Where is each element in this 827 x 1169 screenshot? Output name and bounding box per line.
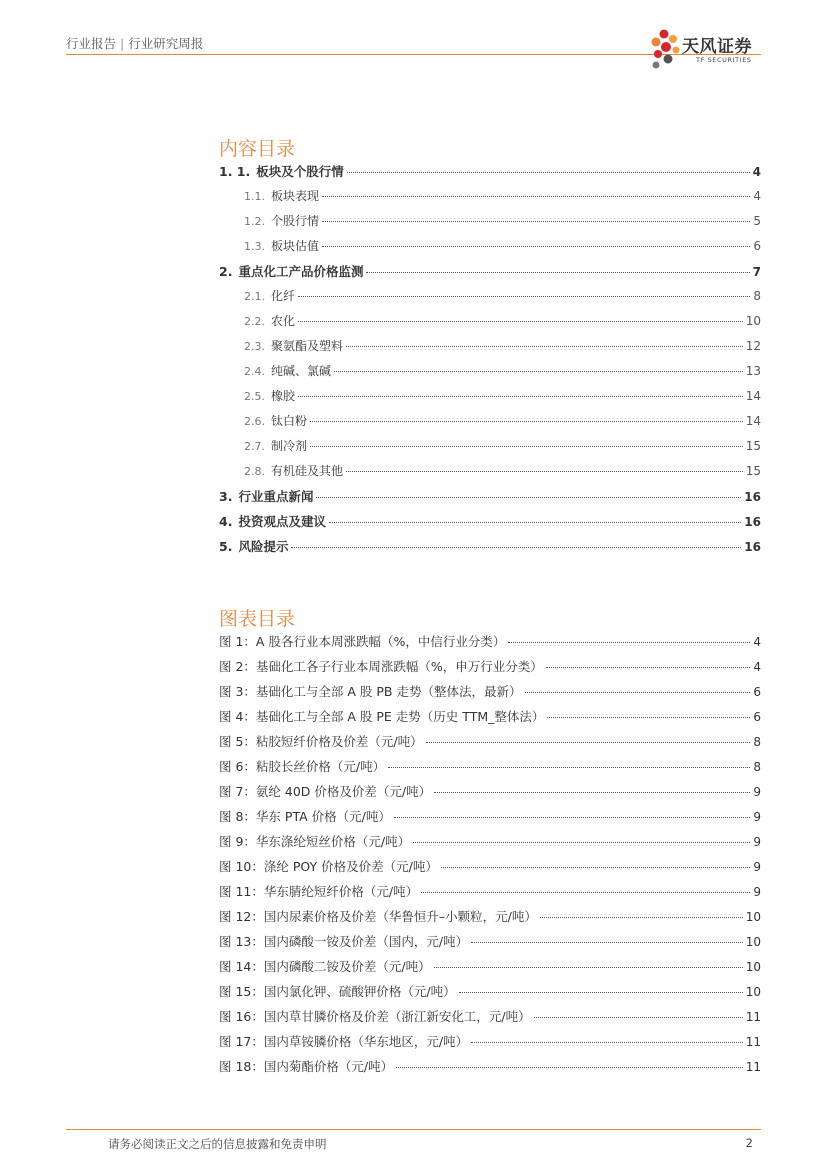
figure-entry-leader: [525, 692, 751, 693]
toc-entry-page: 12: [745, 339, 761, 353]
toc-entry[interactable]: [219, 237, 761, 262]
toc-entry-label: 制冷剂: [271, 439, 308, 453]
toc-entry-label: 农化: [271, 314, 296, 328]
toc-entry-label: 有机硅及其他: [271, 464, 344, 478]
figure-entry-page: 10: [745, 985, 761, 999]
toc-entry-page: 7: [752, 265, 761, 279]
figure-entry[interactable]: [219, 907, 761, 932]
toc-entry-label: 纯碱、氯碱: [271, 364, 332, 378]
figure-entry-leader: [388, 767, 750, 768]
figure-entry-leader: [434, 792, 750, 793]
figure-entry-label: 图 14：国内磷酸二铵及价差（元/吨）: [219, 959, 431, 974]
toc-entry-label: 板块及个股行情: [256, 164, 344, 179]
toc-entry-number: 1.2.: [244, 215, 265, 228]
figure-entry-label: 图 16：国内草甘膦价格及价差（浙江新安化工，元/吨）: [219, 1009, 531, 1024]
toc-entry-page: 14: [745, 389, 761, 403]
toc-entry-label: 个股行情: [271, 214, 320, 228]
toc-entry-label: 钛白粉: [271, 414, 308, 428]
figure-entry-label: 图 17：国内草铵膦价格（华东地区，元/吨）: [219, 1034, 469, 1049]
figure-entry-leader: [413, 842, 750, 843]
figure-entry[interactable]: [219, 957, 761, 982]
figure-entry-page: 9: [753, 835, 761, 849]
figure-entry-label: 图 3：基础化工与全部 A 股 PB 走势（整体法，最新）: [219, 684, 522, 699]
page-number: 2: [745, 1136, 753, 1150]
toc-entry-leader: [298, 321, 743, 322]
toc-entry-page: 4: [752, 165, 761, 179]
report-header: [66, 34, 203, 52]
toc-entry-leader: [298, 296, 750, 297]
figure-entry-leader: [459, 992, 743, 993]
toc-entry-number: 1. 1.: [219, 164, 251, 179]
toc-entry-number: 5.: [219, 539, 233, 554]
figure-entry-leader: [394, 817, 751, 818]
toc-entry[interactable]: [219, 387, 761, 412]
toc-entry-label: 行业重点新闻: [238, 489, 314, 504]
toc-entry-number: 2.: [219, 264, 233, 279]
toc-entry-leader: [347, 172, 750, 173]
toc-entry-page: 14: [745, 414, 761, 428]
toc-entry-number: 2.4.: [244, 365, 265, 378]
figure-entry-leader: [540, 917, 743, 918]
figure-entry[interactable]: [219, 857, 761, 882]
toc-entry[interactable]: [219, 187, 761, 212]
toc-entry-label: 板块表现: [271, 189, 320, 203]
logo-brand-name: 天风证券: [682, 37, 752, 57]
figure-entry-label: 图 15：国内氯化钾、硫酸钾价格（元/吨）: [219, 984, 456, 999]
toc-entry-label: 投资观点及建议: [238, 514, 326, 529]
figure-entry-leader: [426, 742, 751, 743]
figure-entry-label: 图 9：华东涤纶短丝价格（元/吨）: [219, 834, 411, 849]
figure-entry-page: 8: [753, 760, 761, 774]
toc-entry-page: 13: [745, 364, 761, 378]
figure-entry[interactable]: [219, 782, 761, 807]
toc-entry-label: 聚氨酯及塑料: [271, 339, 344, 353]
figure-entry-label: 图 6：粘胶长丝价格（元/吨）: [219, 759, 386, 774]
toc-entry-page: 5: [753, 214, 761, 228]
figure-entry-label: 图 7：氨纶 40D 价格及价差（元/吨）: [219, 784, 432, 799]
toc-entry[interactable]: [219, 362, 761, 387]
toc-entry[interactable]: [219, 462, 761, 487]
figure-entry[interactable]: [219, 732, 761, 757]
toc-entry[interactable]: [219, 312, 761, 337]
toc-entry-number: 2.3.: [244, 340, 265, 353]
toc-entry-page: 10: [745, 314, 761, 328]
figure-entry-leader: [471, 942, 743, 943]
figure-entry-leader: [396, 1067, 743, 1068]
figure-entry-label: 图 11：华东腈纶短纤价格（元/吨）: [219, 884, 419, 899]
figure-entry-leader: [546, 667, 751, 668]
toc-entry-label: 风险提示: [238, 539, 289, 554]
figure-entry-page: 9: [753, 860, 761, 874]
toc-entry-label: 化纤: [271, 289, 296, 303]
toc-entry-leader: [310, 446, 743, 447]
toc-entry-number: 2.1.: [244, 290, 265, 303]
toc-entry-number: 2.8.: [244, 465, 265, 478]
figure-entry-leader: [471, 1042, 743, 1043]
figure-entry[interactable]: [219, 632, 761, 657]
figure-entry[interactable]: [219, 1032, 761, 1057]
toc-entry-page: 4: [753, 189, 761, 203]
figure-entry[interactable]: [219, 832, 761, 857]
figure-entry-label: 图 2：基础化工各子行业本周涨跌幅（%，申万行业分类）: [219, 659, 543, 674]
toc-list: [219, 162, 761, 562]
logo-flower-icon: [648, 26, 684, 72]
figure-entry-page: 10: [745, 960, 761, 974]
figure-entry-label: 图 12：国内尿素价格及价差（华鲁恒升–小颗粒，元/吨）: [219, 909, 537, 924]
toc-entry[interactable]: [219, 487, 761, 512]
toc-entry-leader: [334, 371, 743, 372]
toc-entry-leader: [322, 246, 750, 247]
figure-entry-page: 6: [753, 685, 761, 699]
company-logo: [648, 26, 768, 74]
toc-entry-leader: [329, 522, 741, 523]
figure-entry[interactable]: [219, 982, 761, 1007]
figure-entry-page: 11: [745, 1035, 761, 1049]
figure-entry-page: 11: [745, 1010, 761, 1024]
toc-entry-number: 2.2.: [244, 315, 265, 328]
toc-entry[interactable]: [219, 212, 761, 237]
figure-entry[interactable]: [219, 707, 761, 732]
toc-entry-number: 2.7.: [244, 440, 265, 453]
figure-entry-page: 9: [753, 810, 761, 824]
toc-entry[interactable]: [219, 537, 761, 562]
figure-entry-leader: [434, 967, 743, 968]
figure-entry[interactable]: [219, 932, 761, 957]
figure-entry-page: 10: [745, 910, 761, 924]
figure-entry-label: 图 8：华东 PTA 价格（元/吨）: [219, 809, 391, 824]
figure-entry-page: 10: [745, 935, 761, 949]
toc-entry-leader: [291, 547, 741, 548]
toc-entry-number: 2.5.: [244, 390, 265, 403]
figure-entry[interactable]: [219, 1007, 761, 1032]
figure-entry[interactable]: [219, 682, 761, 707]
toc-entry-leader: [316, 497, 741, 498]
figure-list: [219, 632, 761, 1082]
figure-entry-page: 4: [753, 660, 761, 674]
figure-entry[interactable]: [219, 757, 761, 782]
figure-entry[interactable]: [219, 1057, 761, 1082]
footer-disclaimer: 请务必阅读正文之后的信息披露和免责申明: [108, 1137, 327, 1151]
figure-entry-page: 6: [753, 710, 761, 724]
toc-entry-page: 16: [744, 515, 761, 529]
toc-entry-number: 3.: [219, 489, 233, 504]
toc-entry-page: 16: [744, 540, 761, 554]
figure-entry-page: 11: [745, 1060, 761, 1074]
toc-entry-leader: [322, 196, 750, 197]
toc-entry-label: 橡胶: [271, 389, 296, 403]
toc-entry-number: 1.3.: [244, 240, 265, 253]
header-report-type: 行业研究周报: [128, 36, 204, 51]
header-category: 行业报告: [66, 36, 117, 51]
figure-entry-label: 图 10：涤纶 POY 价格及价差（元/吨）: [219, 859, 438, 874]
header-separator: |: [120, 36, 125, 51]
figure-entry-page: 9: [753, 885, 761, 899]
toc-entry-number: 1.1.: [244, 190, 265, 203]
toc-entry[interactable]: [219, 512, 761, 537]
toc-title: 内容目录: [219, 138, 296, 160]
toc-entry-label: 板块估值: [271, 239, 320, 253]
figure-entry-leader: [508, 642, 750, 643]
figure-entry[interactable]: [219, 807, 761, 832]
figure-entry[interactable]: [219, 882, 761, 907]
toc-entry-number: 4.: [219, 514, 233, 529]
toc-entry-page: 15: [745, 464, 761, 478]
toc-entry[interactable]: [219, 412, 761, 437]
figure-entry-label: 图 4：基础化工与全部 A 股 PE 走势（历史 TTM_整体法）: [219, 709, 545, 724]
figure-entry-leader: [421, 892, 750, 893]
figure-entry-label: 图 18：国内菊酯价格（元/吨）: [219, 1059, 394, 1074]
footer-divider: [66, 1129, 761, 1130]
toc-entry-leader: [346, 346, 743, 347]
toc-entry-leader: [366, 272, 749, 273]
toc-entry-page: 8: [753, 289, 761, 303]
toc-entry-leader: [346, 471, 743, 472]
figure-entry-leader: [534, 1017, 743, 1018]
figure-entry-page: 4: [753, 635, 761, 649]
toc-entry-page: 6: [753, 239, 761, 253]
figure-list-title: 图表目录: [219, 608, 296, 630]
figure-entry-page: 9: [753, 785, 761, 799]
toc-entry-number: 2.6.: [244, 415, 265, 428]
toc-entry[interactable]: [219, 337, 761, 362]
figure-entry-label: 图 1：A 股各行业本周涨跌幅（%，中信行业分类）: [219, 634, 506, 649]
logo-brand-sub: TF SECURITIES: [696, 56, 752, 64]
toc-entry[interactable]: [219, 287, 761, 312]
toc-entry[interactable]: [219, 437, 761, 462]
toc-entry[interactable]: [219, 262, 761, 287]
toc-entry-page: 15: [745, 439, 761, 453]
toc-entry-leader: [310, 421, 743, 422]
toc-entry[interactable]: [219, 162, 761, 187]
figure-entry[interactable]: [219, 657, 761, 682]
figure-entry-label: 图 5：粘胶短纤价格及价差（元/吨）: [219, 734, 423, 749]
toc-entry-leader: [322, 221, 750, 222]
toc-entry-page: 16: [744, 490, 761, 504]
toc-entry-label: 重点化工产品价格监测: [238, 264, 364, 279]
figure-entry-label: 图 13：国内磷酸一铵及价差（国内，元/吨）: [219, 934, 469, 949]
figure-entry-page: 8: [753, 735, 761, 749]
figure-entry-leader: [547, 717, 750, 718]
figure-entry-leader: [441, 867, 750, 868]
toc-entry-leader: [298, 396, 743, 397]
